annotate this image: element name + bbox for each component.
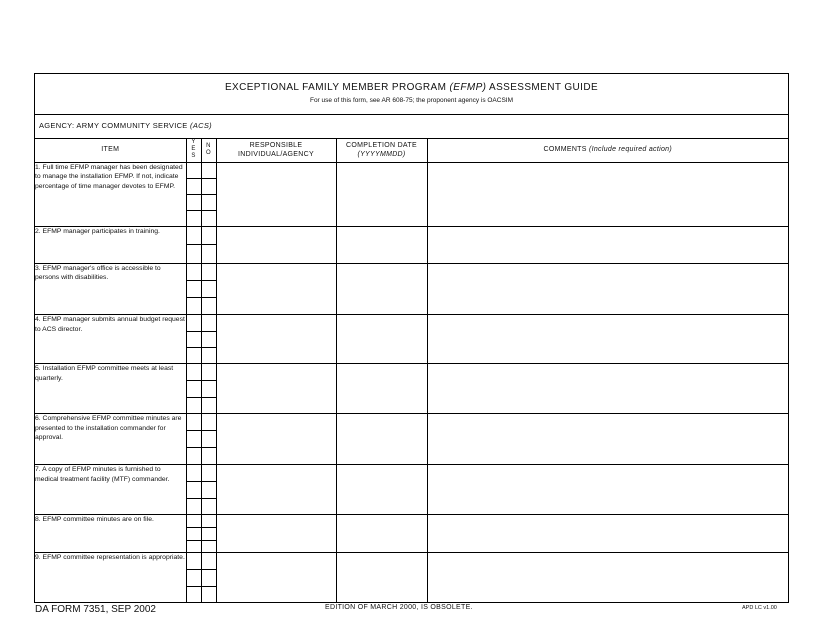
no-checkbox[interactable] xyxy=(201,465,216,482)
yes-checkbox[interactable] xyxy=(186,381,201,398)
form-id: DA FORM 7351, SEP 2002 xyxy=(35,604,156,615)
no-checkbox[interactable] xyxy=(201,528,216,541)
completion-date-field[interactable] xyxy=(336,226,427,263)
no-checkbox[interactable] xyxy=(201,280,216,297)
responsible-field[interactable] xyxy=(216,414,336,465)
yes-checkbox[interactable] xyxy=(186,194,201,210)
no-checkbox[interactable] xyxy=(201,397,216,414)
item-text: 6. Comprehensive EFMP committee minutes are presented to the installation commander for approval. xyxy=(35,414,186,465)
responsible-field[interactable] xyxy=(216,315,336,364)
table-row xyxy=(35,515,788,528)
responsible-field[interactable] xyxy=(216,226,336,263)
no-checkbox[interactable] xyxy=(201,515,216,528)
yes-checkbox[interactable] xyxy=(186,498,201,515)
no-checkbox[interactable] xyxy=(201,431,216,448)
comments-field[interactable] xyxy=(427,515,788,553)
comments-field[interactable] xyxy=(427,553,788,603)
header-no: N O xyxy=(201,138,216,162)
header-responsible: RESPONSIBLE INDIVIDUAL/AGENCY xyxy=(216,138,336,162)
yes-checkbox[interactable] xyxy=(186,348,201,364)
title-efmp: (EFMP) xyxy=(449,82,487,93)
completion-date-field[interactable] xyxy=(336,364,427,414)
responsible-field[interactable] xyxy=(216,364,336,414)
comments-field[interactable] xyxy=(427,226,788,263)
no-checkbox[interactable] xyxy=(201,482,216,499)
yes-checkbox[interactable] xyxy=(186,315,201,331)
table-row xyxy=(35,364,788,381)
no-checkbox[interactable] xyxy=(201,553,216,570)
no-checkbox[interactable] xyxy=(201,364,216,381)
yes-checkbox[interactable] xyxy=(186,515,201,528)
responsible-field[interactable] xyxy=(216,465,336,515)
yes-checkbox[interactable] xyxy=(186,553,201,570)
table-row xyxy=(35,226,788,245)
table-row xyxy=(35,414,788,431)
agency-field xyxy=(35,114,788,139)
responsible-field[interactable] xyxy=(216,263,336,315)
yes-checkbox[interactable] xyxy=(186,178,201,194)
yes-checkbox[interactable] xyxy=(186,210,201,226)
item-text: 3. EFMP manager's office is accessible to persons with disabilities. xyxy=(35,263,186,315)
no-checkbox[interactable] xyxy=(201,540,216,553)
no-checkbox[interactable] xyxy=(201,331,216,347)
yes-checkbox[interactable] xyxy=(186,465,201,482)
responsible-field[interactable] xyxy=(216,515,336,553)
header-item: ITEM xyxy=(35,138,186,162)
yes-checkbox[interactable] xyxy=(186,298,201,315)
no-checkbox[interactable] xyxy=(201,570,216,587)
edition-note: EDITION OF MARCH 2000, IS OBSOLETE. xyxy=(325,604,473,611)
yes-checkbox[interactable] xyxy=(186,226,201,245)
apd-version: APD LC v1.00 xyxy=(742,605,777,611)
yes-checkbox[interactable] xyxy=(186,331,201,347)
no-checkbox[interactable] xyxy=(201,263,216,280)
completion-date-field[interactable] xyxy=(336,263,427,315)
item-text: 1. Full time EFMP manager has been designated to manage the installation EFMP. If not, indicate percentage of time manager devotes to EFMP. xyxy=(35,162,186,226)
item-text: 8. EFMP committee minutes are on file. xyxy=(35,515,186,553)
no-checkbox[interactable] xyxy=(201,348,216,364)
yes-checkbox[interactable] xyxy=(186,263,201,280)
completion-date-field[interactable] xyxy=(336,315,427,364)
header-yes: Y E S xyxy=(186,138,201,162)
no-checkbox[interactable] xyxy=(201,448,216,465)
yes-checkbox[interactable] xyxy=(186,540,201,553)
yes-checkbox[interactable] xyxy=(186,431,201,448)
no-checkbox[interactable] xyxy=(201,162,216,178)
yes-checkbox[interactable] xyxy=(186,448,201,465)
table-row xyxy=(35,315,788,331)
no-checkbox[interactable] xyxy=(201,315,216,331)
completion-date-field[interactable] xyxy=(336,515,427,553)
yes-checkbox[interactable] xyxy=(186,364,201,381)
table-row xyxy=(35,465,788,482)
no-checkbox[interactable] xyxy=(201,245,216,264)
no-checkbox[interactable] xyxy=(201,194,216,210)
responsible-field[interactable] xyxy=(216,162,336,226)
yes-checkbox[interactable] xyxy=(186,570,201,587)
yes-checkbox[interactable] xyxy=(186,245,201,264)
comments-field[interactable] xyxy=(427,414,788,465)
table-row xyxy=(35,263,788,280)
completion-date-field[interactable] xyxy=(336,162,427,226)
comments-field[interactable] xyxy=(427,263,788,315)
title-block xyxy=(35,74,788,115)
table-row xyxy=(35,553,788,570)
no-checkbox[interactable] xyxy=(201,298,216,315)
completion-date-field[interactable] xyxy=(336,465,427,515)
yes-checkbox[interactable] xyxy=(186,397,201,414)
yes-checkbox[interactable] xyxy=(186,528,201,541)
no-checkbox[interactable] xyxy=(201,381,216,398)
item-text: 9. EFMP committee representation is appropriate. xyxy=(35,553,186,603)
no-checkbox[interactable] xyxy=(201,210,216,226)
form-title: EXCEPTIONAL FAMILY MEMBER PROGRAM (EFMP) ASSESSMENT GUIDE xyxy=(224,82,599,93)
comments-field[interactable] xyxy=(427,465,788,515)
agency-label: AGENCY: ARMY COMMUNITY SERVICE (ACS) xyxy=(39,121,212,130)
item-text: 2. EFMP manager participates in training. xyxy=(35,226,186,263)
yes-checkbox[interactable] xyxy=(186,586,201,603)
no-checkbox[interactable] xyxy=(201,178,216,194)
comments-field[interactable] xyxy=(427,364,788,414)
item-text: 5. Installation EFMP committee meets at least quarterly. xyxy=(35,364,186,414)
table-body xyxy=(35,162,788,603)
table-row xyxy=(35,162,788,178)
yes-checkbox[interactable] xyxy=(186,482,201,499)
yes-checkbox[interactable] xyxy=(186,414,201,431)
form-subtitle: For use of this form, see AR 608-75; the proponent agency is OACSIM xyxy=(309,97,514,104)
no-checkbox[interactable] xyxy=(201,498,216,515)
no-checkbox[interactable] xyxy=(201,226,216,245)
assessment-table xyxy=(35,138,788,603)
no-checkbox[interactable] xyxy=(201,414,216,431)
yes-checkbox[interactable] xyxy=(186,162,201,178)
header-comments: COMMENTS (Include required action) xyxy=(427,138,788,162)
yes-checkbox[interactable] xyxy=(186,280,201,297)
comments-field[interactable] xyxy=(427,162,788,226)
comments-field[interactable] xyxy=(427,315,788,364)
completion-date-field[interactable] xyxy=(336,414,427,465)
item-text: 4. EFMP manager submits annual budget request to ACS director. xyxy=(35,315,186,364)
item-text: 7. A copy of EFMP minutes is furnished to medical treatment facility (MTF) commander. xyxy=(35,465,186,515)
header-completion-date: COMPLETION DATE (YYYYMMDD) xyxy=(336,138,427,162)
responsible-field[interactable] xyxy=(216,553,336,603)
completion-date-field[interactable] xyxy=(336,553,427,603)
no-checkbox[interactable] xyxy=(201,586,216,603)
assessment-form xyxy=(34,73,789,603)
